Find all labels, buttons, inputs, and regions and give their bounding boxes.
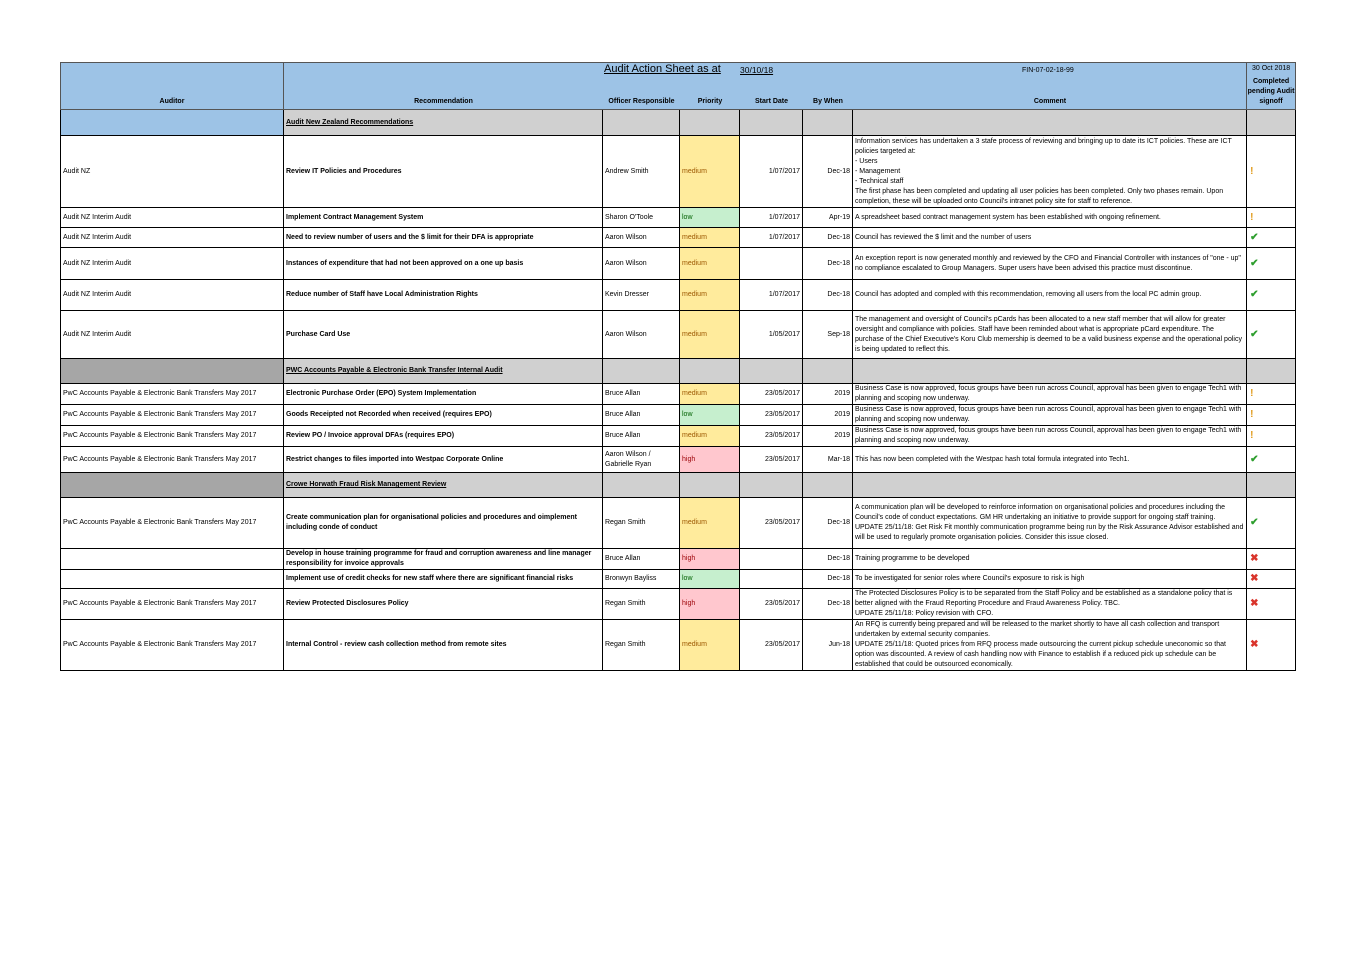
officer-cell: Sharon O'Toole: [603, 208, 680, 228]
by-when-cell: Dec-18: [803, 228, 853, 248]
comment-cell: A spreadsheet based contract management system has been established with ongoing refinement.: [853, 208, 1247, 228]
status-no-icon: ✖: [1247, 549, 1296, 570]
officer-cell: Aaron Wilson: [603, 311, 680, 359]
table-row: [61, 589, 1296, 620]
by-when-cell: 2019: [803, 426, 853, 447]
table-row: [61, 208, 1296, 228]
start-date-cell: 23/05/2017: [740, 384, 803, 405]
table-row: [61, 498, 1296, 549]
status-done-icon: ✔: [1247, 228, 1296, 248]
by-when-cell: Dec-18: [803, 498, 853, 549]
priority-cell: low: [680, 405, 740, 426]
section-filler-cell: [680, 359, 740, 384]
section-filler-cell: [1247, 110, 1296, 136]
auditor-cell: PwC Accounts Payable & Electronic Bank Transfers May 2017: [61, 589, 284, 620]
by-when-cell: 2019: [803, 405, 853, 426]
table-row: [61, 280, 1296, 311]
priority-cell: medium: [680, 498, 740, 549]
auditor-column-header: Auditor: [61, 63, 284, 110]
section-header-row: [61, 359, 1296, 384]
officer-cell: Aaron Wilson / Gabrielle Ryan: [603, 447, 680, 473]
start-date-cell: 23/05/2017: [740, 589, 803, 620]
auditor-cell: Audit NZ: [61, 136, 284, 208]
table-row: [61, 384, 1296, 405]
start-date-cell: 1/05/2017: [740, 311, 803, 359]
recommendation-cell: Implement Contract Management System: [284, 208, 603, 228]
priority-cell: medium: [680, 280, 740, 311]
status-done-icon: ✔: [1247, 498, 1296, 549]
priority-cell: high: [680, 589, 740, 620]
auditor-cell: Audit NZ Interim Audit: [61, 248, 284, 280]
comment-cell: The management and oversight of Council's pCards has been allocated to a new staff member that will allow for greater oversight and compliance with policies. Staff have been reminded about what is appropriate pCard expenditure. The purchase of the Chief Executive's Koru Club memership is deemed to be a valid business expense and the operational policy is being updated to reflect this.: [853, 311, 1247, 359]
section-filler-cell: [853, 473, 1247, 498]
auditor-cell: Audit NZ Interim Audit: [61, 311, 284, 359]
status-pending-icon: !: [1247, 208, 1296, 228]
audit-table: [60, 62, 1296, 671]
section-filler-cell: [803, 473, 853, 498]
comment-cell: Business Case is now approved, focus groups have been run across Council, approval has been given to engage Tech1 with planning and scoping now underway.: [853, 384, 1247, 405]
signoff-label: Completed pending Audit signoff: [1247, 78, 1295, 105]
comment-cell: Business Case is now approved, focus groups have been run across Council, approval has been given to engage Tech1 with planning and scoping now underway.: [853, 405, 1247, 426]
comment-cell: Information services has undertaken a 3 stafe process of reviewing and bringing up to date its ICT policies. These are ICT policies targeted at: - Users - Management - Technical staff The first phase has been completed and updating all user policies has been completed. Only two phases remain. Upon completion, these will be uploaded onto Council's intranet policy site for staff to reference.: [853, 136, 1247, 208]
sheet-date: 30/10/18: [740, 65, 774, 75]
section-filler-cell: [1247, 473, 1296, 498]
start-date-column-header: Start Date: [754, 98, 789, 105]
priority-cell: medium: [680, 136, 740, 208]
auditor-cell: Audit NZ Interim Audit: [61, 280, 284, 311]
auditor-cell: PwC Accounts Payable & Electronic Bank Transfers May 2017: [61, 426, 284, 447]
officer-cell: Bruce Allan: [603, 384, 680, 405]
comment-cell: Training programme to be developed: [853, 549, 1247, 570]
priority-cell: medium: [680, 228, 740, 248]
recommendation-cell: Create communication plan for organisational policies and procedures and oimplement including conde of conduct: [284, 498, 603, 549]
table-row: [61, 136, 1296, 208]
officer-cell: Aaron Wilson: [603, 228, 680, 248]
priority-cell: medium: [680, 311, 740, 359]
section-filler-cell: [603, 110, 680, 136]
priority-cell: high: [680, 447, 740, 473]
start-date-cell: [740, 549, 803, 570]
status-no-icon: ✖: [1247, 589, 1296, 620]
status-pending-icon: !: [1247, 426, 1296, 447]
comment-column-header: Comment: [1033, 98, 1067, 105]
recommendation-cell: Review IT Policies and Procedures: [284, 136, 603, 208]
officer-cell: Andrew Smith: [603, 136, 680, 208]
officer-cell: Regan Smith: [603, 589, 680, 620]
comment-cell: To be investigated for senior roles where Council's exposure to risk is high: [853, 570, 1247, 589]
recommendation-cell: Goods Receipted not Recorded when received (requires EPO): [284, 405, 603, 426]
audit-action-sheet: [60, 62, 1296, 671]
recommendation-cell: Reduce number of Staff have Local Administration Rights: [284, 280, 603, 311]
auditor-cell: [61, 570, 284, 589]
table-row: [61, 447, 1296, 473]
auditor-cell: PwC Accounts Payable & Electronic Bank Transfers May 2017: [61, 384, 284, 405]
sheet-title-cell: [284, 63, 1247, 110]
officer-column-header: Officer Responsible: [608, 98, 675, 105]
section-filler-cell: [803, 359, 853, 384]
section-title: Crowe Horwath Fraud Risk Management Review: [284, 473, 603, 498]
by-when-cell: Jun-18: [803, 620, 853, 671]
status-pending-icon: !: [1247, 405, 1296, 426]
section-filler-cell: [603, 473, 680, 498]
start-date-cell: 23/05/2017: [740, 620, 803, 671]
auditor-cell: PwC Accounts Payable & Electronic Bank Transfers May 2017: [61, 447, 284, 473]
officer-cell: Bruce Allan: [603, 549, 680, 570]
recommendation-cell: Electronic Purchase Order (EPO) System Implementation: [284, 384, 603, 405]
by-when-cell: Sep-18: [803, 311, 853, 359]
by-when-cell: Dec-18: [803, 549, 853, 570]
section-auditor-cell: [61, 359, 284, 384]
section-header-row: [61, 110, 1296, 136]
officer-cell: Bruce Allan: [603, 405, 680, 426]
status-done-icon: ✔: [1247, 447, 1296, 473]
section-title: Audit New Zealand Recommendations: [284, 110, 603, 136]
auditor-cell: Audit NZ Interim Audit: [61, 208, 284, 228]
priority-cell: high: [680, 549, 740, 570]
recommendation-cell: Implement use of credit checks for new staff where there are significant financial risks: [284, 570, 603, 589]
priority-cell: medium: [680, 384, 740, 405]
by-when-cell: Dec-18: [803, 589, 853, 620]
officer-cell: Bronwyn Bayliss: [603, 570, 680, 589]
start-date-cell: 23/05/2017: [740, 426, 803, 447]
section-filler-cell: [740, 359, 803, 384]
recommendation-cell: Review PO / Invoice approval DFAs (requires EPO): [284, 426, 603, 447]
section-filler-cell: [803, 110, 853, 136]
by-when-cell: 2019: [803, 384, 853, 405]
start-date-cell: 23/05/2017: [740, 405, 803, 426]
table-row: [61, 549, 1296, 570]
start-date-cell: [740, 248, 803, 280]
recommendation-cell: Instances of expenditure that had not been approved on a one up basis: [284, 248, 603, 280]
comment-cell: This has now been completed with the Westpac hash total formula integrated into Tech1.: [853, 447, 1247, 473]
table-row: [61, 426, 1296, 447]
section-filler-cell: [853, 359, 1247, 384]
start-date-cell: 23/05/2017: [740, 498, 803, 549]
recommendation-cell: Develop in house training programme for fraud and corruption awareness and line manager responsibility for invoice approvals: [284, 549, 603, 570]
officer-cell: Aaron Wilson: [603, 248, 680, 280]
section-header-row: [61, 473, 1296, 498]
priority-cell: low: [680, 208, 740, 228]
comment-cell: Council has reviewed the $ limit and the number of users: [853, 228, 1247, 248]
comment-cell: Council has adopted and compled with this recommendation, removing all users from the local PC admin group.: [853, 280, 1247, 311]
recommendation-cell: Need to review number of users and the $ limit for their DFA is appropriate: [284, 228, 603, 248]
table-row: [61, 405, 1296, 426]
table-row: [61, 620, 1296, 671]
start-date-cell: 1/07/2017: [740, 228, 803, 248]
officer-cell: Bruce Allan: [603, 426, 680, 447]
by-when-cell: Mar-18: [803, 447, 853, 473]
recommendation-cell: Restrict changes to files imported into Westpac Corporate Online: [284, 447, 603, 473]
start-date-cell: 23/05/2017: [740, 447, 803, 473]
auditor-cell: PwC Accounts Payable & Electronic Bank Transfers May 2017: [61, 620, 284, 671]
status-pending-icon: !: [1247, 136, 1296, 208]
comment-cell: Business Case is now approved, focus groups have been run across Council, approval has been given to engage Tech1 with planning and scoping now underway.: [853, 426, 1247, 447]
officer-cell: Regan Smith: [603, 498, 680, 549]
table-row: [61, 248, 1296, 280]
status-done-icon: ✔: [1247, 248, 1296, 280]
section-filler-cell: [680, 110, 740, 136]
section-filler-cell: [680, 473, 740, 498]
section-auditor-cell: [61, 473, 284, 498]
status-pending-icon: !: [1247, 384, 1296, 405]
start-date-cell: 1/07/2017: [740, 280, 803, 311]
table-row: [61, 228, 1296, 248]
comment-cell: The Protected Disclosures Policy is to be separated from the Staff Policy and be established as a standalone policy that is better aligned with the Fraud Reporting Procedure and Fraud Awareness Policy. TBC. UPDATE 25/11/18: Policy revision with CFO.: [853, 589, 1247, 620]
section-filler-cell: [853, 110, 1247, 136]
auditor-cell: Audit NZ Interim Audit: [61, 228, 284, 248]
section-filler-cell: [740, 473, 803, 498]
start-date-cell: 1/07/2017: [740, 208, 803, 228]
status-no-icon: ✖: [1247, 620, 1296, 671]
section-auditor-cell: [61, 110, 284, 136]
priority-cell: low: [680, 570, 740, 589]
start-date-cell: [740, 570, 803, 589]
sheet-reference: FIN-07-02-18-99: [1022, 67, 1074, 74]
by-when-cell: Dec-18: [803, 136, 853, 208]
recommendation-cell: Review Protected Disclosures Policy: [284, 589, 603, 620]
by-when-cell: Dec-18: [803, 570, 853, 589]
status-no-icon: ✖: [1247, 570, 1296, 589]
auditor-cell: [61, 549, 284, 570]
auditor-cell: PwC Accounts Payable & Electronic Bank Transfers May 2017: [61, 498, 284, 549]
signoff-column-header: [1247, 63, 1296, 110]
officer-cell: Kevin Dresser: [603, 280, 680, 311]
recommendation-cell: Purchase Card Use: [284, 311, 603, 359]
by-when-cell: Dec-18: [803, 248, 853, 280]
signoff-date: 30 Oct 2018: [1251, 65, 1291, 72]
priority-cell: medium: [680, 248, 740, 280]
priority-cell: medium: [680, 426, 740, 447]
comment-cell: A communication plan will be developed to reinforce information on organisational policies and procedures including the Council's code of conduct expectations. GM HR undertaking an initiative to provide support for ongoing staff training. UPDATE 25/11/18: Get Risk Fit monthly communication programme being run by the Risk Assurance Advisor established and will be used to regularly promote organisation policies. Consider this issue closed.: [853, 498, 1247, 549]
by-when-cell: Apr-19: [803, 208, 853, 228]
status-done-icon: ✔: [1247, 311, 1296, 359]
officer-cell: Regan Smith: [603, 620, 680, 671]
by-when-column-header: By When: [813, 98, 843, 105]
status-done-icon: ✔: [1247, 280, 1296, 311]
table-row: [61, 311, 1296, 359]
by-when-cell: Dec-18: [803, 280, 853, 311]
start-date-cell: 1/07/2017: [740, 136, 803, 208]
comment-cell: An RFQ is currently being prepared and will be released to the market shortly to have all cash collection and transport undertaken by external security companies. UPDATE 25/11/18: Quoted prices from RFQ process made outsourcing the current pickup schedule uneconomic so that option was discounted. A review of cash handling now with Finance to establish if a reduced pick up schedule can be established that could be outsourced economically.: [853, 620, 1247, 671]
auditor-cell: PwC Accounts Payable & Electronic Bank Transfers May 2017: [61, 405, 284, 426]
priority-cell: medium: [680, 620, 740, 671]
header-row: [61, 63, 1296, 110]
section-filler-cell: [603, 359, 680, 384]
section-title: PWC Accounts Payable & Electronic Bank Transfer Internal Audit: [284, 359, 603, 384]
priority-column-header: Priority: [697, 98, 723, 105]
section-filler-cell: [740, 110, 803, 136]
recommendation-cell: Internal Control - review cash collection method from remote sites: [284, 620, 603, 671]
recommendation-column-header: Recommendation: [414, 98, 473, 105]
comment-cell: An exception report is now generated monthly and reviewed by the CFO and Financial Controller with instances of "one - up" no compliance escalated to Group Managers. Super users have been advised this practice must discontinue.: [853, 248, 1247, 280]
section-filler-cell: [1247, 359, 1296, 384]
sheet-title: Audit Action Sheet as at: [604, 63, 721, 75]
table-row: [61, 570, 1296, 589]
